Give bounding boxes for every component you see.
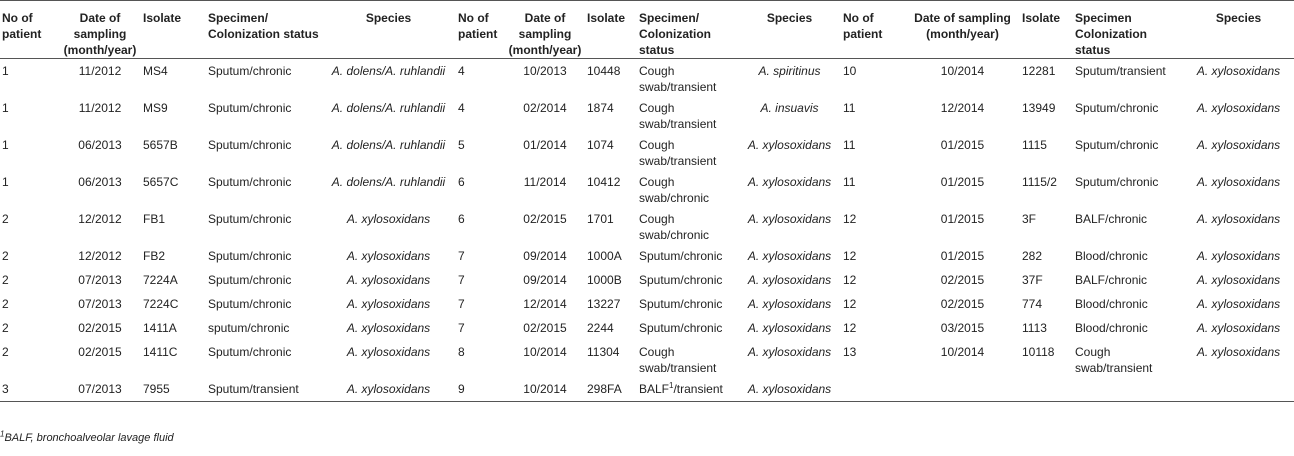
table-cell: 13949: [1022, 101, 1056, 115]
table-cell: A. xylosoxidans: [1196, 175, 1281, 189]
table-cell: 1701: [587, 212, 614, 226]
table-cell: Cough swab/chronic: [639, 175, 710, 205]
table-cell: FB1: [143, 212, 166, 226]
table-cell: A. xylosoxidans: [321, 377, 456, 402]
table-cell: A. xylosoxidans: [747, 249, 832, 263]
table-cell: [1073, 377, 1183, 402]
table-cell: 2: [2, 273, 9, 287]
table-row: [0, 96, 1294, 133]
table-cell: A. xylosoxidans: [747, 175, 832, 189]
table-cell: 1411A: [143, 321, 177, 335]
table-cell: 12: [843, 212, 857, 226]
column-header: Date of sampling (month/year): [59, 1, 141, 59]
table-cell: Sputum/chronic: [208, 273, 292, 287]
table-cell: 02/2015: [78, 321, 122, 335]
table-cell: A. xylosoxidans: [1196, 138, 1281, 152]
table-cell: 10/2014: [505, 377, 585, 402]
table-cell: 01/2015: [940, 138, 985, 152]
table-cell: Cough swab/transient: [639, 64, 717, 94]
table-cell: 12/2012: [78, 212, 122, 226]
column-header: Isolate: [585, 1, 637, 59]
column-header: Specimen/ Colonization status: [637, 1, 738, 59]
table-cell: 5657B: [143, 138, 178, 152]
table-cell: Sputum/chronic: [208, 297, 292, 311]
table-cell: A. xylosoxidans: [747, 138, 832, 152]
table-cell: 1115/2: [1022, 175, 1057, 189]
table-cell: A. xylosoxidans: [1196, 297, 1281, 311]
table-row: [0, 377, 1294, 402]
table-cell: 2244: [587, 321, 614, 335]
column-header: Date of sampling (month/year): [505, 1, 585, 59]
column-header: No of patient: [0, 1, 59, 59]
column-header: Isolate: [141, 1, 206, 59]
table-cell: MS4: [143, 64, 168, 78]
table-cell: Sputum/chronic: [1075, 138, 1159, 152]
table-cell: Sputum/chronic: [208, 345, 292, 359]
table-cell: 1: [2, 101, 9, 115]
table-cell: 282: [1022, 249, 1043, 263]
footnote: [0, 429, 174, 444]
table-cell: 02/2015: [78, 345, 122, 359]
footnote-mark: 1: [0, 429, 5, 439]
table-cell: 11/2012: [78, 64, 122, 78]
table-cell: 2: [2, 212, 9, 226]
table-cell: 1113: [1022, 321, 1047, 335]
table-cell: 11/2012: [78, 101, 122, 115]
table-cell: Sputum/transient: [206, 377, 321, 402]
table-cell: 10/2014: [523, 345, 567, 359]
table-cell: A. xylosoxidans: [747, 212, 832, 226]
table-cell: 1115: [1022, 138, 1047, 152]
table-cell: A. xylosoxidans: [1196, 321, 1281, 335]
table-row: [0, 170, 1294, 207]
column-header: Specimen/ Colonization status: [206, 1, 321, 59]
table-cell: Sputum/chronic: [639, 321, 723, 335]
table-cell: 1000B: [587, 273, 622, 287]
table-cell: 12: [843, 321, 857, 335]
table-cell: 07/2013: [78, 273, 122, 287]
table-cell: Sputum/chronic: [208, 212, 292, 226]
table-cell: 9: [456, 377, 505, 402]
balf-footnote-mark: 1: [669, 381, 674, 390]
table-row: [0, 59, 1294, 97]
table-cell: 5: [458, 138, 465, 152]
table-cell: 02/2014: [523, 101, 567, 115]
balf-prefix: BALF: [639, 382, 670, 396]
table-cell: A. dolens/A. ruhlandii: [331, 101, 446, 115]
table-cell: A. xylosoxidans: [747, 273, 832, 287]
table-cell: [1020, 377, 1073, 402]
table-cell: Sputum/transient: [1075, 64, 1166, 78]
table-cell: Sputum/chronic: [639, 273, 723, 287]
balf-suffix: /transient: [673, 382, 723, 396]
table-cell: A. insuavis: [760, 101, 819, 115]
table-cell: 12/2014: [940, 101, 985, 115]
table-cell: 06/2013: [78, 138, 122, 152]
table-cell: 11/2014: [523, 175, 567, 189]
table-cell: 7955: [141, 377, 206, 402]
table-cell: 37F: [1022, 273, 1043, 287]
table-cell: A. xylosoxidans: [1196, 64, 1281, 78]
table-cell: 5657C: [143, 175, 179, 189]
table-cell: Cough swab/chronic: [639, 212, 710, 242]
table-cell: A. xylosoxidans: [346, 249, 431, 263]
table-cell: Sputum/chronic: [208, 249, 292, 263]
table-cell: A. xylosoxidans: [1196, 273, 1281, 287]
table-cell: 01/2015: [940, 249, 985, 263]
table-cell: Cough swab/transient: [639, 345, 717, 375]
table-cell: 09/2014: [523, 273, 567, 287]
table-cell: BALF/chronic: [1075, 212, 1148, 226]
table-row: [0, 316, 1294, 340]
table-cell: A. xylosoxidans: [747, 345, 832, 359]
table-cell: 7: [458, 321, 465, 335]
table-cell: 12/2012: [78, 249, 122, 263]
table-cell: Sputum/chronic: [1075, 175, 1159, 189]
table-cell: 7224C: [143, 297, 179, 311]
table-cell: A. xylosoxidans: [1196, 249, 1281, 263]
table-cell: 01/2015: [940, 212, 985, 226]
table-cell: 2: [2, 345, 9, 359]
table-cell: A. xylosoxidans: [738, 377, 841, 402]
table-cell: FB2: [143, 249, 166, 263]
table-cell: 7224A: [143, 273, 178, 287]
table-cell: 11: [843, 101, 856, 115]
table-cell: Blood/chronic: [1075, 249, 1148, 263]
table-row: [0, 207, 1294, 244]
table-cell: 12: [843, 297, 857, 311]
table-cell: 12: [843, 249, 857, 263]
column-header: Isolate: [1020, 1, 1073, 59]
table-cell: 2: [2, 321, 9, 335]
table-row: [0, 292, 1294, 316]
table-cell: A. xylosoxidans: [1196, 345, 1281, 359]
table-cell: 7: [458, 273, 465, 287]
table-cell: 1: [2, 64, 9, 78]
table-cell: 1: [2, 175, 9, 189]
table-cell: MS9: [143, 101, 168, 115]
table-cell: Sputum/chronic: [208, 138, 292, 152]
table-cell: A. xylosoxidans: [1196, 212, 1281, 226]
table-cell: A. xylosoxidans: [747, 321, 832, 335]
table-cell: 10/2014: [940, 345, 985, 359]
table-cell: 12: [843, 273, 857, 287]
table-cell: 02/2015: [940, 273, 985, 287]
table-cell: 3: [0, 377, 59, 402]
table-cell: [841, 377, 905, 402]
table-cell: sputum/chronic: [208, 321, 290, 335]
table-cell: 07/2013: [78, 297, 122, 311]
table-cell: 7: [458, 249, 465, 263]
table-row: [0, 133, 1294, 170]
column-header: No of patient: [456, 1, 505, 59]
column-header: Species: [1183, 1, 1294, 59]
table-cell: A. xylosoxidans: [1196, 101, 1281, 115]
table-cell: 3F: [1022, 212, 1037, 226]
table-cell: 1: [2, 138, 9, 152]
header-row: [0, 1, 1294, 59]
table-cell: [637, 377, 738, 402]
table-cell: A. dolens/A. ruhlandii: [331, 138, 446, 152]
table-cell: 12281: [1022, 64, 1056, 78]
table-cell: A. dolens/A. ruhlandii: [331, 64, 446, 78]
table-cell: 09/2014: [523, 249, 567, 263]
table-cell: [1183, 377, 1294, 402]
table-cell: Cough swab/transient: [639, 101, 717, 131]
table-cell: 03/2015: [940, 321, 985, 335]
table-cell: 10448: [587, 64, 621, 78]
table-cell: 01/2015: [940, 175, 985, 189]
footnote-text: BALF, bronchoalveolar lavage fluid: [4, 432, 174, 444]
table-cell: 13227: [587, 297, 621, 311]
column-header: Specimen Colonization status: [1073, 1, 1183, 59]
table-row: [0, 340, 1294, 377]
table-cell: 6: [458, 212, 465, 226]
table-cell: A. spiritinus: [758, 64, 821, 78]
table-cell: 7: [458, 297, 465, 311]
table-cell: Sputum/chronic: [639, 297, 723, 311]
table-cell: A. xylosoxidans: [346, 345, 431, 359]
table-cell: 02/2015: [523, 321, 567, 335]
table-cell: Sputum/chronic: [208, 175, 292, 189]
table-cell: 4: [458, 101, 465, 115]
table-cell: 12/2014: [523, 297, 567, 311]
table-cell: Cough swab/transient: [639, 138, 717, 168]
column-header: Species: [321, 1, 456, 59]
table-cell: 10/2014: [940, 64, 985, 78]
table-cell: 11: [843, 138, 856, 152]
column-header: Date of sampling (month/year): [905, 1, 1020, 59]
column-header: No of patient: [841, 1, 905, 59]
table-cell: Sputum/chronic: [208, 64, 292, 78]
table-cell: Blood/chronic: [1075, 297, 1148, 311]
table-cell: 1000A: [587, 249, 622, 263]
table-cell: 10/2013: [523, 64, 567, 78]
table-cell: 774: [1022, 297, 1043, 311]
table-cell: 10: [843, 64, 857, 78]
table-cell: 10118: [1022, 345, 1055, 359]
table-cell: 1074: [587, 138, 614, 152]
table-cell: Cough swab/transient: [1075, 345, 1153, 375]
table-cell: A. xylosoxidans: [346, 273, 431, 287]
table-cell: A. dolens/A. ruhlandii: [331, 175, 446, 189]
table-cell: 07/2013: [59, 377, 141, 402]
table-cell: 02/2015: [940, 297, 985, 311]
table-cell: 298FA: [585, 377, 637, 402]
table-cell: 13: [843, 345, 857, 359]
table-cell: 11: [843, 175, 856, 189]
table-cell: 2: [2, 297, 9, 311]
table-cell: 4: [458, 64, 465, 78]
table-cell: 8: [458, 345, 465, 359]
table-cell: Sputum/chronic: [1075, 101, 1159, 115]
table-cell: Blood/chronic: [1075, 321, 1148, 335]
table-row: [0, 244, 1294, 268]
column-header: Species: [738, 1, 841, 59]
table-cell: A. xylosoxidans: [346, 297, 431, 311]
table-cell: 2: [2, 249, 9, 263]
table-cell: 1874: [587, 101, 614, 115]
table-cell: 6: [458, 175, 465, 189]
table-cell: BALF/chronic: [1075, 273, 1148, 287]
table-cell: Sputum/chronic: [208, 101, 292, 115]
table-cell: [905, 377, 1020, 402]
table-cell: 01/2014: [523, 138, 567, 152]
table-cell: A. xylosoxidans: [747, 297, 832, 311]
table-cell: A. xylosoxidans: [346, 212, 431, 226]
table-cell: 10412: [587, 175, 621, 189]
table-cell: 06/2013: [78, 175, 122, 189]
table-cell: Sputum/chronic: [639, 249, 723, 263]
table-row: [0, 268, 1294, 292]
table-cell: 1411C: [143, 345, 178, 359]
table-body: [0, 59, 1294, 402]
table-cell: 11304: [587, 345, 620, 359]
table-cell: 02/2015: [523, 212, 567, 226]
table-cell: A. xylosoxidans: [346, 321, 431, 335]
